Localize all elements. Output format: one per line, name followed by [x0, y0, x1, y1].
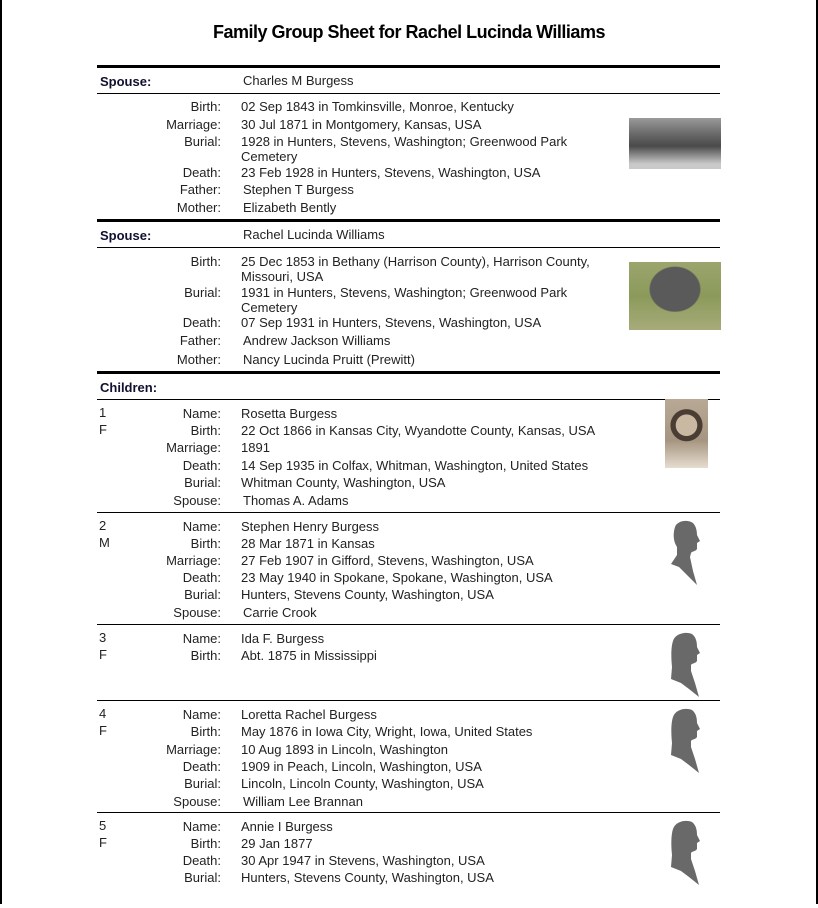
- child-number: 3: [99, 630, 107, 645]
- children-label: Children:: [100, 380, 158, 395]
- spouse-name[interactable]: Charles M Burgess: [243, 73, 354, 88]
- page-title: Family Group Sheet for Rachel Lucinda Williams: [213, 22, 605, 42]
- page-border-left: [0, 0, 2, 904]
- children-header: [97, 374, 720, 399]
- child-entry: 5 F Name: Annie I Burgess Birth: 29 Jan 1877 Death: 30 Apr 1947 in Stevens, Washington, USA Burial: Hunters, Stevens County, Washington, USA: [97, 813, 720, 908]
- group-photo[interactable]: [629, 118, 721, 169]
- spouse2-facts: Birth: 25 Dec 1853 in Bethany (Harrison County), Harrison County, Missouri, USA Burial: 1931 in Hunters, Stevens, Washington; Greenwood Park Cemetery Death: 07 Sep 1931 in Hunters, Stevens, Washington, USA Father: Andrew Jackson Williams Mother: Nancy Lucinda Pruitt (Prewitt): [97, 248, 720, 371]
- spouse1-facts: Birth: 02 Sep 1843 in Tomkinsville, Monroe, Kentucky Marriage: 30 Jul 1871 in Montgomery, Kansas, USA Burial: 1928 in Hunters, Stevens, Washington; Greenwood Park Cemetery Death: 23 Feb 1928 in Hunters, Stevens, Washington, USA Father: Stephen T Burgess Mother: Elizabeth Bently: [97, 94, 720, 219]
- spouse1-header: [97, 68, 720, 93]
- child-sex: F: [99, 835, 107, 850]
- child-entry: 4 F Name: Loretta Rachel Burgess Birth: May 1876 in Iowa City, Wright, Iowa, United States Marriage: 10 Aug 1893 in Lincoln, Washington Death: 1909 in Peach, Lincoln, Washington, USA Burial: Lincoln, Lincoln County, Washington, USA Spouse: William Lee Brannan: [97, 701, 720, 812]
- spouse-label: Spouse:: [100, 228, 152, 243]
- child-sex: F: [99, 723, 107, 738]
- male-silhouette-icon[interactable]: [665, 519, 705, 587]
- spouse-label: Spouse:: [100, 74, 152, 89]
- female-silhouette-icon[interactable]: [665, 631, 705, 699]
- child-entry: 3 F Name: Ida F. Burgess Birth: Abt. 1875 in Mississippi: [97, 625, 720, 700]
- child-number: 2: [99, 518, 107, 533]
- female-silhouette-icon[interactable]: [665, 707, 705, 775]
- child-number: 4: [99, 706, 107, 721]
- portrait-photo[interactable]: [665, 399, 708, 468]
- child-entry: 1 F Name: Rosetta Burgess Birth: 22 Oct 1866 in Kansas City, Wyandotte County, Kansas, USA Marriage: 1891 Death: 14 Sep 1935 in Colfax, Whitman, Washington, United States Burial: Whitman County, Washington, USA Spouse: Thomas A. Adams: [97, 400, 720, 512]
- child-sex: M: [99, 535, 110, 550]
- child-number: 5: [99, 818, 107, 833]
- spouse2-header: [97, 222, 720, 247]
- family-group-sheet: [97, 65, 720, 908]
- child-sex: F: [99, 422, 107, 437]
- child-number: 1: [99, 405, 107, 420]
- child-entry: 2 M Name: Stephen Henry Burgess Birth: 28 Mar 1871 in Kansas Marriage: 27 Feb 1907 in Gifford, Stevens, Washington, USA Death: 23 May 1940 in Spokane, Spokane, Washington, USA Burial: Hunters, Stevens County, Washington, USA Spouse: Carrie Crook: [97, 513, 720, 624]
- child-sex: F: [99, 647, 107, 662]
- female-silhouette-icon[interactable]: [665, 819, 705, 887]
- headstone-photo[interactable]: [629, 262, 721, 330]
- spouse-name[interactable]: Rachel Lucinda Williams: [243, 227, 385, 242]
